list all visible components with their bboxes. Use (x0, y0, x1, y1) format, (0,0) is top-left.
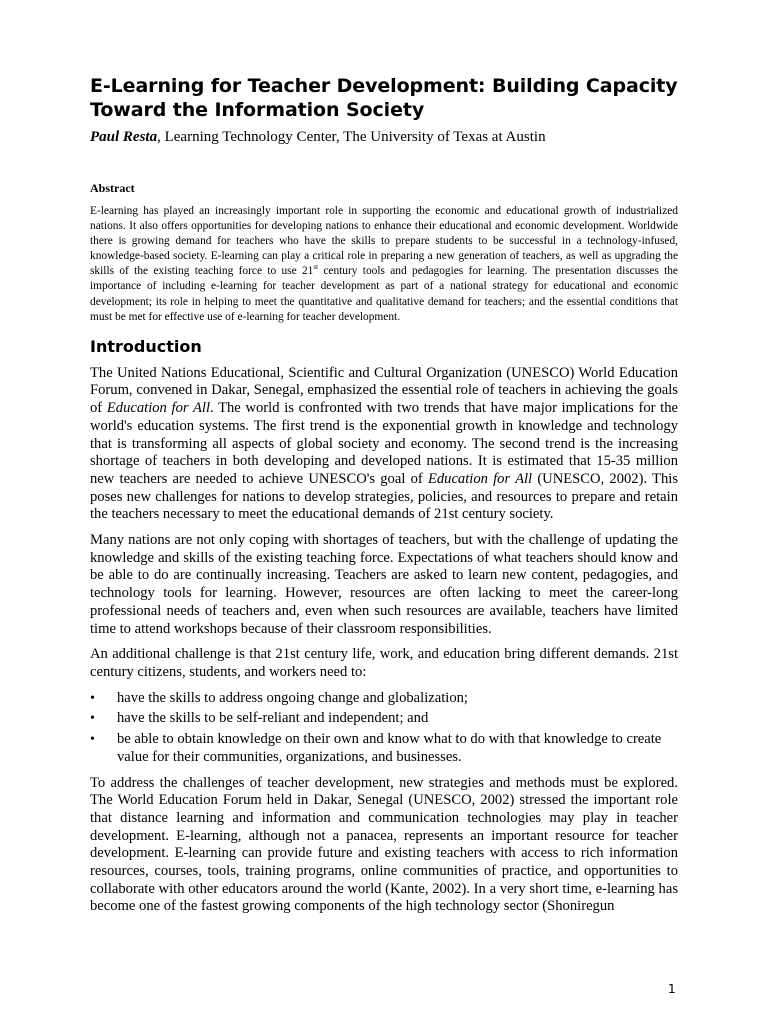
list-item-text: have the skills to address ongoing change and globalization; (117, 689, 468, 706)
abstract-text-part-2: century tools and pedagogies for learning. The presentation discusses the importance of including e-learning for teacher development as part of a national strategy for educational and economic development; its role in helping to meet the quantitative and qualitative demand for teachers; and the essential conditions that must be met for effective use of e-learning for teacher development. (90, 265, 678, 323)
demands-bullet-list (90, 690, 678, 767)
author-name: Paul Resta (90, 129, 158, 145)
intro-p1-italic-1: Education for All (106, 400, 211, 417)
bullet-icon: • (90, 690, 95, 706)
intro-paragraph-3: An additional challenge is that 21st century life, work, and education bring different demands. 21st century citizens, students, and workers need to: (90, 646, 678, 680)
intro-p1-text-a: The United Nations Educational, Scientific and Cultural Organization (UNESCO) World Education Forum, convened in Dakar, Senegal, emphasized the essential role of teachers in achieving the goals of (90, 364, 678, 417)
intro-paragraph-4: To address the challenges of teacher development, new strategies and methods must be explored. The World Education Forum held in Dakar, Senegal (UNESCO, 2002) stressed the important role that distance learning and information and communication technologies may play in teacher development. E-learning, although not a panacea, represents an important resource for teacher development. E-learning can provide future and existing teachers with access to rich information resources, courses, tools, training programs, online communities of practice, and opportunities to collaborate with other educators around the world (Kante, 2002). In a very short time, e-learning has become one of the fastest growing components of the high technology sector (Shoniregun (90, 774, 678, 915)
paper-title: E-Learning for Teacher Development: Building Capacity Toward the Information Society (90, 75, 678, 121)
list-item (90, 731, 678, 766)
document-page (90, 74, 678, 916)
byline (90, 128, 678, 147)
abstract-text-part-1: E-learning has played an increasingly important role in supporting the economic and educational growth of industrialized nations. It also offers opportunities for developing nations to enhance their educational and economic development. Worldwide there is growing demand for teachers who have the skills to prepare students to be successful in a technology-infused, knowledge-based society. E-learning can play a critical role in preparing a new generation of teachers, as well as upgrading the skills of the existing teaching force to use 21 (90, 205, 678, 278)
abstract-superscript: st (313, 263, 319, 272)
bullet-icon: • (90, 711, 95, 727)
page-number: 1 (668, 982, 676, 996)
intro-p1-text-c: (UNESCO, 2002). This poses new challenges for nations to develop strategies, policies, and resources to prepare and retain the teachers necessary to meet the educational demands of 21st century society. (90, 470, 678, 523)
list-item-text: have the skills to be self-reliant and independent; and (117, 710, 429, 727)
introduction-heading: Introduction (90, 336, 202, 356)
abstract-body (90, 204, 678, 325)
intro-p1-text-b: . The world is confronted with two trends that have major implications for the world's education systems. The first trend is the exponential growth in knowledge and technology that is transforming all aspects of global society and economy. The second trend is the increasing shortage of teachers in both developing and developed nations. It is estimated that 15-35 million new teachers are needed to achieve UNESCO's goal of (90, 400, 679, 487)
bullet-icon: • (90, 732, 95, 748)
list-item (90, 710, 678, 728)
intro-p1-italic-2: Education for All (427, 470, 533, 487)
intro-paragraph-2: Many nations are not only coping with shortages of teachers, but with the challenge of updating the knowledge and skills of the existing teaching force. Expectations of what teachers should know and be able to do are continually increasing. Teachers are asked to learn new content, pedagogies, and technology tools for learning. However, resources are often lacking to meet the career-long professional needs of teachers and, even when such resources are available, teachers have limited time to attend workshops because of their classroom responsibilities. (90, 532, 678, 637)
intro-paragraph-1 (90, 365, 678, 524)
list-item (90, 690, 678, 708)
abstract-heading: Abstract (90, 181, 135, 195)
list-item-text: be able to obtain knowledge on their own and know what to do with that knowledge to create value for their communities, organizations, and businesses. (117, 731, 662, 765)
author-affiliation: , Learning Technology Center, The University of Texas at Austin (157, 129, 546, 145)
